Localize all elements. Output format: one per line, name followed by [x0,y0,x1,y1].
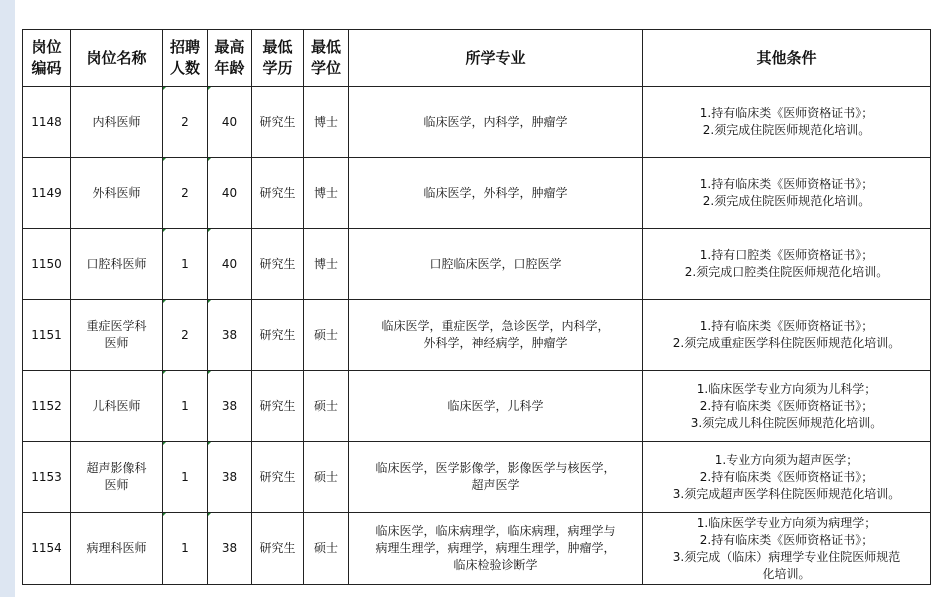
cell-recruit-count: 2 [163,87,208,158]
table-row [23,442,931,513]
cell-major: 临床医学，儿科学 [349,371,643,442]
table-row [23,300,931,371]
cell-position-name: 外科医师 [71,158,163,229]
cell-min-degree: 博士 [304,87,349,158]
header-age: 最高 年龄 [208,30,252,87]
cell-recruit-count: 1 [163,442,208,513]
cell-position-name: 超声影像科 医师 [71,442,163,513]
cell-conditions: 1.持有临床类《医师资格证书》； 2.须完成住院医师规范化培训。 [643,87,931,158]
cell-min-degree: 硕士 [304,442,349,513]
cell-max-age: 38 [208,442,252,513]
cell-position-name: 病理科医师 [71,513,163,585]
cell-code: 1153 [23,442,71,513]
header-code: 岗位 编码 [23,30,71,87]
table-row [23,229,931,300]
top-margin-strip [15,0,939,29]
cell-min-education: 研究生 [252,513,304,585]
table-row [23,158,931,229]
cell-min-degree: 博士 [304,229,349,300]
cell-min-degree: 硕士 [304,300,349,371]
cell-recruit-count: 2 [163,300,208,371]
header-conditions: 其他条件 [643,30,931,87]
cell-major: 临床医学，医学影像学，影像医学与核医学， 超声医学 [349,442,643,513]
cell-conditions: 1.持有口腔类《医师资格证书》； 2.须完成口腔类住院医师规范化培训。 [643,229,931,300]
cell-min-education: 研究生 [252,158,304,229]
cell-code: 1154 [23,513,71,585]
cell-recruit-count: 1 [163,229,208,300]
table-row [23,87,931,158]
cell-code: 1148 [23,87,71,158]
cell-max-age: 38 [208,371,252,442]
job-positions-table [22,29,931,585]
cell-conditions: 1.临床医学专业方向须为儿科学； 2.持有临床类《医师资格证书》； 3.须完成儿科住院医师规范化培训。 [643,371,931,442]
cell-max-age: 38 [208,513,252,585]
cell-min-education: 研究生 [252,87,304,158]
cell-max-age: 40 [208,229,252,300]
cell-min-education: 研究生 [252,229,304,300]
cell-recruit-count: 1 [163,371,208,442]
cell-code: 1152 [23,371,71,442]
cell-code: 1149 [23,158,71,229]
header-name: 岗位名称 [71,30,163,87]
header-degree: 最低 学位 [304,30,349,87]
header-education: 最低 学历 [252,30,304,87]
cell-max-age: 40 [208,87,252,158]
cell-major: 临床医学，内科学，肿瘤学 [349,87,643,158]
cell-position-name: 儿科医师 [71,371,163,442]
cell-min-degree: 硕士 [304,513,349,585]
cell-recruit-count: 1 [163,513,208,585]
cell-recruit-count: 2 [163,158,208,229]
cell-conditions: 1.持有临床类《医师资格证书》； 2.须完成住院医师规范化培训。 [643,158,931,229]
cell-position-name: 重症医学科 医师 [71,300,163,371]
header-row [23,30,931,87]
cell-min-education: 研究生 [252,442,304,513]
cell-major: 临床医学，临床病理学，临床病理，病理学与 病理生理学，病理学，病理生理学，肿瘤学， 临床检验诊断学 [349,513,643,585]
cell-conditions: 1.专业方向须为超声医学； 2.持有临床类《医师资格证书》； 3.须完成超声医学科住院医师规范化培训。 [643,442,931,513]
cell-major: 临床医学，外科学，肿瘤学 [349,158,643,229]
cell-conditions: 1.持有临床类《医师资格证书》； 2.须完成重症医学科住院医师规范化培训。 [643,300,931,371]
table-row [23,513,931,585]
cell-major: 临床医学，重症医学，急诊医学，内科学， 外科学，神经病学，肿瘤学 [349,300,643,371]
cell-min-education: 研究生 [252,371,304,442]
cell-min-education: 研究生 [252,300,304,371]
header-count: 招聘 人数 [163,30,208,87]
cell-conditions: 1.临床医学专业方向须为病理学； 2.持有临床类《医师资格证书》； 3.须完成（临床）病理学专业住院医师规范 化培训。 [643,513,931,585]
cell-max-age: 40 [208,158,252,229]
cell-min-degree: 硕士 [304,371,349,442]
cell-max-age: 38 [208,300,252,371]
cell-position-name: 内科医师 [71,87,163,158]
cell-code: 1150 [23,229,71,300]
table-row [23,371,931,442]
cell-code: 1151 [23,300,71,371]
cell-min-degree: 博士 [304,158,349,229]
cell-major: 口腔临床医学，口腔医学 [349,229,643,300]
left-margin-strip [0,0,15,597]
header-major: 所学专业 [349,30,643,87]
cell-position-name: 口腔科医师 [71,229,163,300]
